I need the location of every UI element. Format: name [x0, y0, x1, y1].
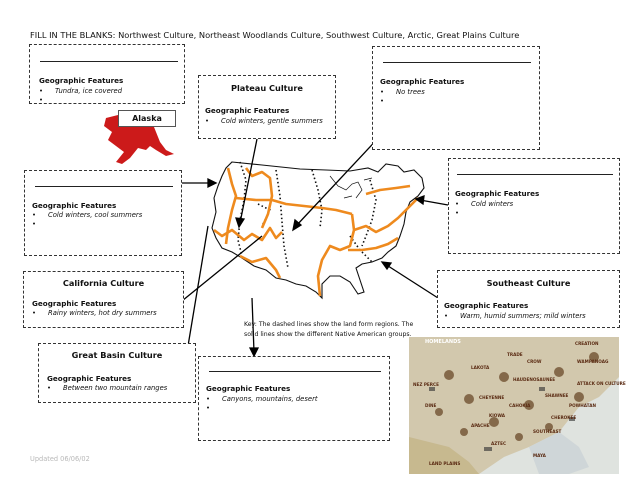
bullet: • [39, 87, 44, 95]
map-label: SHAWNEE [545, 393, 569, 398]
map-label: DINE [425, 403, 437, 408]
features-heading: Geographic Features [47, 374, 132, 383]
plateau-box [198, 75, 336, 139]
map-label: CREATION [575, 341, 599, 346]
southwest-box [198, 356, 390, 441]
feature-item [47, 384, 167, 392]
bullet: • [444, 312, 449, 320]
feature-text: Tundra, ice covered [55, 87, 123, 95]
culture-name: Southeast Culture [486, 278, 571, 288]
feature-item [39, 87, 122, 95]
map-label: CHEROKEE [551, 415, 577, 420]
feature-text: Cold winters, cool summers [48, 211, 143, 219]
feature-item [455, 200, 513, 208]
map-label: WAMPANOAG [577, 359, 609, 364]
map-label: TRADE [507, 352, 523, 357]
southeast-box [437, 270, 620, 328]
bullet: • [32, 309, 37, 317]
features-heading: Geographic Features [39, 76, 124, 85]
feature-item [32, 211, 142, 219]
features-heading: Geographic Features [380, 77, 465, 86]
feature-text: Cold winters [471, 200, 514, 208]
features-heading: Geographic Features [32, 201, 117, 210]
answer-blank[interactable] [457, 174, 613, 175]
map-label: AZTEC [491, 441, 507, 446]
northeast-box [448, 158, 620, 254]
arctic-box [29, 44, 185, 104]
map-label: HAUDENOSAUNEE [513, 377, 556, 382]
answer-blank[interactable] [383, 62, 531, 63]
answer-blank[interactable] [35, 186, 173, 187]
map-label: HOMELANDS [425, 339, 461, 345]
map-label: APACHE [471, 423, 490, 428]
answer-blank[interactable] [209, 371, 381, 372]
california-box [23, 271, 184, 328]
bullet: • [380, 97, 385, 105]
map-key: Key: The dashed lines show the land form regions. The solid lines show the different Native American groups. [244, 321, 414, 338]
feature-text: Canyons, mountains, desert [222, 395, 318, 403]
feature-item [205, 117, 323, 125]
culture-name: California Culture [62, 278, 145, 288]
bullet: • [47, 384, 52, 392]
bullet: • [32, 211, 37, 219]
feature-text: Between two mountain ranges [63, 384, 168, 392]
map-label: ATTACK ON CULTURE [577, 381, 626, 386]
feature-item [32, 309, 157, 317]
feature-text: No trees [396, 88, 425, 96]
page-title: FILL IN THE BLANKS: Northwest Culture, Northeast Woodlands Culture, Southwest Culture, Arctic, Great Plains Culture [30, 30, 520, 40]
features-heading: Geographic Features [32, 299, 117, 308]
feature-text: Cold winters, gentle summers [221, 117, 323, 125]
feature-item-empty [39, 96, 55, 104]
map-label: KIOWA [489, 413, 506, 418]
culture-name: Plateau Culture [231, 83, 303, 93]
feature-item [206, 395, 318, 403]
bullet: • [205, 117, 210, 125]
features-heading: Geographic Features [205, 106, 290, 115]
map-label: SOUTHEAST [533, 429, 562, 434]
updated-date: Updated 06/06/02 [30, 455, 90, 463]
feature-item-empty [380, 97, 396, 105]
map-label: LAKOTA [471, 365, 490, 370]
feature-item-empty [455, 209, 471, 217]
feature-item [444, 312, 586, 320]
feature-item [380, 88, 425, 96]
map-label: CROW [527, 359, 542, 364]
great-basin-box [38, 343, 196, 403]
homelands-map-image [409, 337, 626, 474]
culture-name: Great Basin Culture [71, 350, 163, 360]
feature-item-empty [32, 220, 48, 228]
features-heading: Geographic Features [444, 301, 529, 310]
map-label: CHEYENNE [479, 395, 505, 400]
answer-blank[interactable] [40, 61, 178, 62]
bullet: • [32, 220, 37, 228]
bullet: • [455, 209, 460, 217]
features-heading: Geographic Features [206, 384, 291, 393]
map-label: NEZ PERCE [413, 382, 439, 387]
bullet: • [39, 96, 44, 104]
bullet: • [206, 404, 211, 412]
map-label: CAHOKIA [509, 403, 531, 408]
bullet: • [380, 88, 385, 96]
feature-text: Warm, humid summers; mild winters [460, 312, 586, 320]
map-label: MAYA [533, 453, 546, 458]
features-heading: Geographic Features [455, 189, 540, 198]
map-label: LAND PLAINS [429, 461, 461, 466]
bullet: • [455, 200, 460, 208]
bullet: • [206, 395, 211, 403]
northwest-box [24, 170, 182, 256]
great-plains-box [372, 46, 540, 150]
map-label: POWHATAN [569, 403, 596, 408]
feature-text: Rainy winters, hot dry summers [48, 309, 157, 317]
alaska-label: Alaska [118, 110, 176, 127]
feature-item-empty [206, 404, 222, 412]
